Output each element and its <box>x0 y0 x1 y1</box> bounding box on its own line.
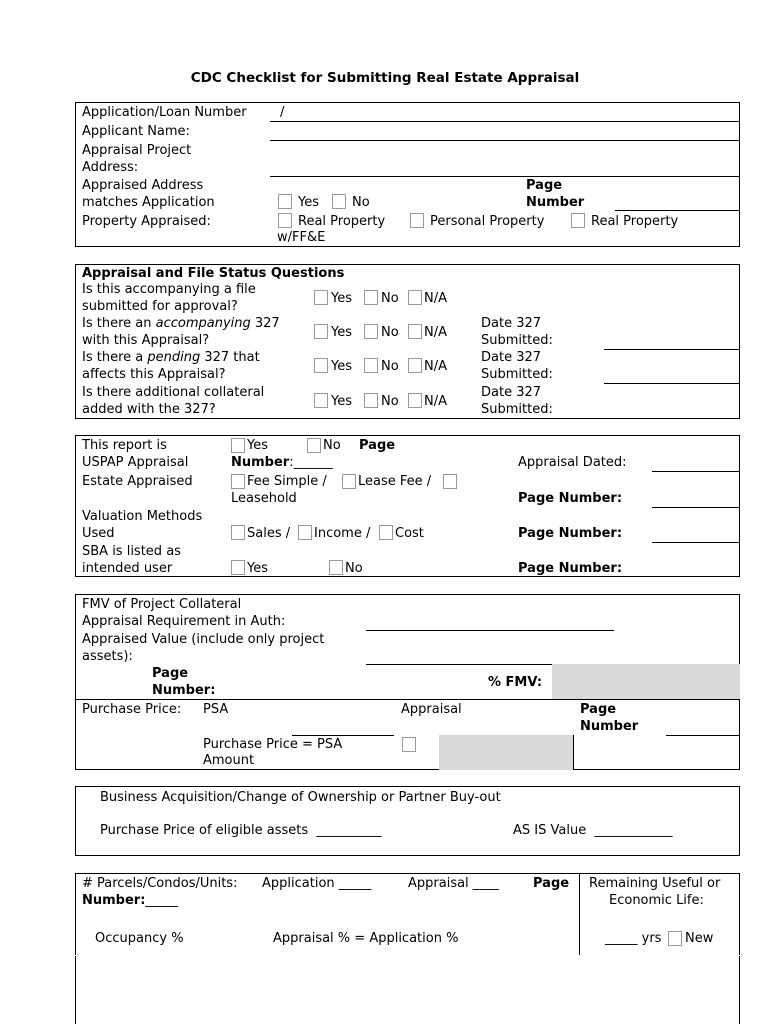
q3-post: 327 that <box>200 350 260 365</box>
purchase-price-label: Purchase Price: <box>82 702 182 717</box>
q3-date-label-1: Date 327 <box>481 350 542 365</box>
appraisal-dated-label: Appraisal Dated: <box>518 455 627 470</box>
fee-simple-checkbox[interactable] <box>231 474 245 489</box>
page-title: CDC Checklist for Submitting Real Estate Appraisal <box>190 70 580 86</box>
matches-label-1: Appraised Address <box>82 178 204 193</box>
q2-date-label-2: Submitted: <box>481 333 553 348</box>
requirement-label: Appraisal Requirement in Auth: <box>82 614 286 629</box>
uspap-page-label: Page <box>359 438 396 453</box>
income-label: Income / <box>314 526 371 541</box>
occupancy-equation: Appraisal % = Application % <box>273 931 459 946</box>
uspap-label-2: USPAP Appraisal <box>82 455 189 470</box>
eligible-assets-label <box>100 822 381 839</box>
income-checkbox[interactable] <box>298 525 312 540</box>
page-number-field[interactable] <box>615 210 740 211</box>
uspap-yes-label: Yes <box>247 438 268 453</box>
pp-equals-psa-checkbox[interactable] <box>402 737 416 752</box>
q1-line-2: submitted for approval? <box>82 299 238 314</box>
q4-date-label-1: Date 327 <box>481 385 542 400</box>
fmv-label: FMV of Project Collateral <box>82 597 242 612</box>
app-loan-value[interactable]: / <box>280 105 285 120</box>
q3-yes-label: Yes <box>331 359 352 374</box>
matches-yes-checkbox[interactable] <box>278 194 292 209</box>
q3-na-label: N/A <box>424 359 447 374</box>
q3-no-checkbox[interactable] <box>364 358 378 373</box>
q4-yes-label: Yes <box>331 394 352 409</box>
q4-yes-checkbox[interactable] <box>314 393 328 408</box>
personal-property-checkbox[interactable] <box>410 213 424 228</box>
sales-checkbox[interactable] <box>231 525 245 540</box>
appraised-value-label-1: Appraised Value (include only project <box>82 632 325 647</box>
lease-fee-checkbox[interactable] <box>342 474 356 489</box>
matches-yes-label: Yes <box>298 195 319 210</box>
sales-label: Sales / <box>247 526 291 541</box>
valuation-page-number-label: Page Number: <box>518 526 623 541</box>
q2-yes-checkbox[interactable] <box>314 324 328 339</box>
property-label: Property Appraised: <box>82 214 211 229</box>
parcels-number-label <box>82 892 178 909</box>
pp-equals-psa-shaded <box>439 735 573 770</box>
q1-no-label: No <box>381 291 399 306</box>
requirement-field[interactable] <box>366 630 614 631</box>
sba-no-checkbox[interactable] <box>329 560 343 575</box>
real-property-ffe-checkbox[interactable] <box>571 213 585 228</box>
q1-yes-label: Yes <box>331 291 352 306</box>
appraisal-label: Appraisal <box>401 702 462 717</box>
matches-no-label: No <box>352 195 370 210</box>
sba-yes-label: Yes <box>247 561 268 576</box>
uspap-no-label: No <box>323 438 341 453</box>
new-checkbox[interactable] <box>668 931 682 946</box>
matches-no-checkbox[interactable] <box>332 194 346 209</box>
uspap-no-checkbox[interactable] <box>307 438 321 453</box>
applicant-field[interactable] <box>270 140 740 141</box>
q3-line-2: affects this Appraisal? <box>82 367 226 382</box>
ffe-label: w/FF&E <box>277 230 326 245</box>
q4-no-checkbox[interactable] <box>364 393 378 408</box>
q2-na-label: N/A <box>424 325 447 340</box>
q3-emphasis: pending <box>147 350 201 365</box>
page-label: Page <box>526 178 563 193</box>
real-property-ffe-label: Real Property <box>591 214 679 229</box>
q3-date-field[interactable] <box>604 383 740 384</box>
q2-emphasis: accompanying <box>155 316 251 331</box>
parcels-appraisal[interactable]: Appraisal ____ <box>408 876 499 891</box>
q4-line-1: Is there additional collateral <box>82 385 265 400</box>
uspap-number-word: Number <box>231 455 290 470</box>
purchase-divider <box>573 735 574 770</box>
leasehold-checkbox[interactable] <box>443 474 457 489</box>
q3-pre: Is there a <box>82 350 148 365</box>
pct-fmv-label: % FMV: <box>488 675 543 690</box>
sba-label-1: SBA is listed as <box>82 544 181 559</box>
project-label-1: Appraisal Project <box>82 143 192 158</box>
q3-yes-checkbox[interactable] <box>314 358 328 373</box>
q3-na-checkbox[interactable] <box>408 358 422 373</box>
parcels-application[interactable]: Application _____ <box>262 876 372 891</box>
uspap-page-number <box>231 454 333 471</box>
applicant-label: Applicant Name: <box>82 124 190 139</box>
uspap-label-1: This report is <box>82 438 167 453</box>
q2-line-2: with this Appraisal? <box>82 333 210 348</box>
appraised-value-label-2: assets): <box>82 649 133 664</box>
valuation-label-1: Valuation Methods <box>82 509 203 524</box>
q2-no-checkbox[interactable] <box>364 324 378 339</box>
business-acquisition-heading: Business Acquisition/Change of Ownership or Partner Buy-out <box>100 790 501 805</box>
q4-no-label: No <box>381 394 399 409</box>
q1-line-1: Is this accompanying a file <box>82 282 256 297</box>
fee-simple-label: Fee Simple / <box>247 474 327 489</box>
as-is-text: AS IS Value <box>513 823 587 838</box>
q2-yes-label: Yes <box>331 325 352 340</box>
number-label: Number <box>526 195 585 210</box>
fmv-page-label: Page <box>152 666 189 681</box>
purchase-page-field[interactable] <box>666 735 740 736</box>
q4-na-checkbox[interactable] <box>408 393 422 408</box>
parcels-page-label: Page <box>533 876 570 891</box>
sba-label-2: intended user <box>82 561 173 576</box>
new-label: New <box>685 931 714 946</box>
eligible-assets-text: Purchase Price of eligible assets <box>100 823 309 838</box>
pp-equals-psa-label-1: Purchase Price = PSA <box>203 737 343 752</box>
psa-label: PSA <box>203 702 229 717</box>
estate-page-number-label: Page Number: <box>518 491 623 506</box>
purchase-number-label: Number <box>580 719 639 734</box>
q3-no-label: No <box>381 359 399 374</box>
parcels-number-word: Number: <box>82 893 146 908</box>
personal-property-label: Personal Property <box>430 214 545 229</box>
app-loan-label: Application/Loan Number <box>82 105 247 120</box>
estate-label: Estate Appraised <box>82 474 193 489</box>
real-property-label: Real Property <box>298 214 386 229</box>
parcels-number-field[interactable]: _____ <box>145 893 178 908</box>
matches-label-2: matches Application <box>82 195 215 210</box>
q2-na-checkbox[interactable] <box>408 324 422 339</box>
leasehold-label: Leasehold <box>231 491 297 506</box>
sba-page-number-label: Page Number: <box>518 561 623 576</box>
uspap-number-blank[interactable]: :______ <box>289 455 333 470</box>
lease-fee-label: Lease Fee / <box>358 474 432 489</box>
q4-na-label: N/A <box>424 394 447 409</box>
q2-no-label: No <box>381 325 399 340</box>
estate-page-number-field[interactable] <box>652 507 740 508</box>
project-address-field[interactable] <box>270 176 740 177</box>
q3-line-1 <box>82 349 260 366</box>
appraisal-dated-field[interactable] <box>652 471 740 472</box>
project-label-2: Address: <box>82 160 139 175</box>
q4-date-label-2: Submitted: <box>481 402 553 417</box>
as-is-label <box>513 822 672 839</box>
as-is-field[interactable]: ____________ <box>594 823 673 838</box>
pp-equals-psa-label-2: Amount <box>203 753 255 768</box>
sba-no-label: No <box>345 561 363 576</box>
purchase-page-label: Page <box>580 702 617 717</box>
cost-checkbox[interactable] <box>379 525 393 540</box>
uspap-yes-checkbox[interactable] <box>231 438 245 453</box>
q4-line-2: added with the 327? <box>82 402 216 417</box>
q2-date-field[interactable] <box>604 349 740 350</box>
q2-line-1 <box>82 315 280 332</box>
q1-na-label: N/A <box>424 291 447 306</box>
parcels-label: # Parcels/Condos/Units: <box>82 876 238 891</box>
remaining-life-label-1: Remaining Useful or <box>589 876 721 891</box>
q1-yes-checkbox[interactable] <box>314 290 328 305</box>
cost-label: Cost <box>395 526 424 541</box>
fmv-divider <box>75 699 740 700</box>
q2-post: 327 <box>250 316 280 331</box>
real-property-checkbox[interactable] <box>278 213 292 228</box>
app-loan-field[interactable] <box>270 121 740 122</box>
pct-fmv-field[interactable] <box>552 664 740 699</box>
q2-date-label-1: Date 327 <box>481 316 542 331</box>
remaining-life-label-2: Economic Life: <box>609 893 704 908</box>
q3-date-label-2: Submitted: <box>481 367 553 382</box>
q1-na-checkbox[interactable] <box>408 290 422 305</box>
q2-pre: Is there an <box>82 316 156 331</box>
sba-yes-checkbox[interactable] <box>231 560 245 575</box>
parcels-bottom-rule <box>75 955 740 956</box>
valuation-label-2: Used <box>82 526 115 541</box>
valuation-page-number-field[interactable] <box>652 542 740 543</box>
eligible-assets-field[interactable]: __________ <box>316 823 382 838</box>
fmv-number-label: Number: <box>152 683 216 698</box>
file-status-heading: Appraisal and File Status Questions <box>82 266 345 281</box>
remaining-yrs-field[interactable]: _____ yrs <box>605 931 662 946</box>
q1-no-checkbox[interactable] <box>364 290 378 305</box>
parcels-divider <box>579 873 580 955</box>
occupancy-label: Occupancy % <box>95 931 184 946</box>
